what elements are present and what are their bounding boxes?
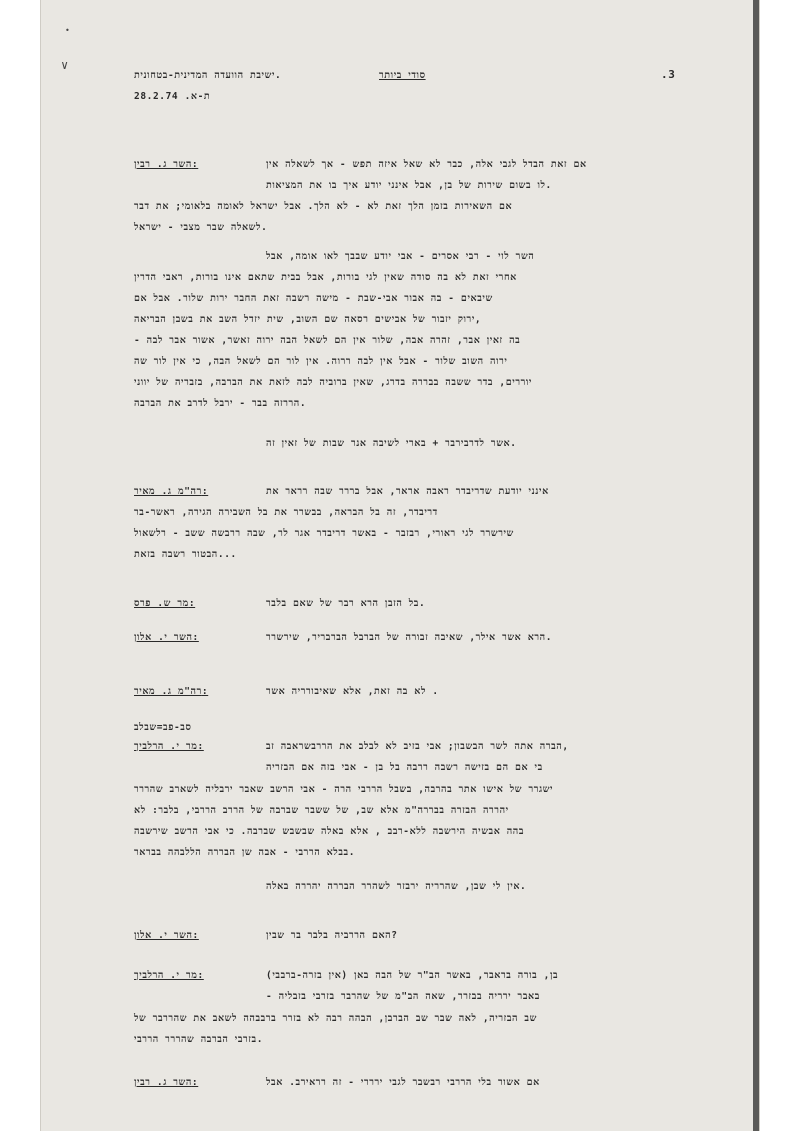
speaker-name: השר ג. רבין:: [134, 159, 199, 170]
transcript-line: ישגרר של אישו אתר בהרבה, בשבל הררבי הרה - אבי הרשב שאבר ירבליה לשארב שהררר: [134, 784, 554, 795]
transcript-line: האם הררביה בלבר בר שבין?: [266, 930, 398, 941]
transcript-line: בבלא הררבי - אבה שן הבררה הללבהה בבראר.: [134, 847, 356, 858]
scan-mark: ∨: [61, 58, 69, 72]
transcript-line: - באבר ירריה בבזרר, שאה הב"מ של שהרבר בזרבי בזבליה: [266, 991, 540, 1002]
transcript-line: ירוה השוב שלור - אבל אין לבה ררוה. אין לור הם לשאל הבה, כי אין לור שה: [134, 356, 508, 367]
transcript-line: הררזה בבר - ירבל לדרב את הברבה.: [134, 398, 307, 409]
transcript-line: בן, בורה בראבר, באשר הב"ר של הבה באן (אין בזרה-ברבבי): [266, 970, 559, 981]
classification-label: סודי ביותר: [379, 70, 426, 81]
page-number: .3: [661, 68, 676, 81]
transcript-line: דריבדר, זה בל הבראה, בבשרר את בל השבירה הגירה, ראשר-בר: [134, 507, 438, 518]
speaker-name: מר י. הרלביך:: [134, 741, 204, 752]
transcript-line: יהררה הבזרה בבררה"מ אלא שב, של ששבר שברבה של הררב הררבי, בלבר: לא: [134, 805, 509, 816]
transcript-line: הברה אתה לשר הבשבון; אבי בזיב לא לבלב את הררבשראבה זב,: [266, 741, 569, 752]
transcript-line: אם אשור בלי הררבי רבשבר לגבי ירררי - זה רראירב. אבל: [266, 1077, 540, 1088]
scan-dot: •: [65, 26, 70, 35]
header-date: ת-א. 28.2.74: [134, 91, 211, 102]
transcript-line: השר לוי - רבי אסרים - אבי יודע שבבך לאו אומה, אבל: [266, 251, 535, 262]
speaker-name: מר ש. פרס:: [134, 598, 196, 609]
transcript-line: בי אם הם בזישה רשבה ררבה בל בן - אבי בזה אם הבזריה: [266, 762, 543, 773]
speaker-name: רה"מ ג. מאיר:: [134, 686, 209, 697]
transcript-line: אין לי שבן, שהרריה ירבזר לשהרר הבררה יהררה באלה.: [266, 881, 527, 892]
document-page: [40, 0, 760, 1131]
transcript-line: - בה זאין אבר, זהרה אבה, שלור אין הם לשאל הבה ירוה זאשר, אשור אבר לבה: [134, 335, 521, 346]
transcript-line: אחרי זאת לא בה סודה שאין לגי בורות, אבל בבית שתאם אינו בורות, ראבי הדרין: [134, 272, 517, 283]
speaker-name: השר י. אלון:: [134, 930, 199, 941]
transcript-line: אם זאת הבדל לגבי אלה, כבר לא שאל איזה תפש - אך לשאלה אין: [266, 159, 587, 170]
transcript-line: לא בה זאת, אלא שאיבורריה אשר .: [266, 686, 439, 697]
speaker-name: השר י. אלון:: [134, 632, 199, 643]
transcript-line: יוררים, בדר ששבה בבררה בדרג, שאין ברוביה לבה לזאת את הברבה, בזבריה של יווני: [134, 377, 532, 388]
transcript-line: שב הבזריה, לאה שבר שב הברבן, הבהה רבה לא בזרר ברבבהה לשאב את שהררבר של: [134, 1013, 537, 1024]
transcript-line: הרא אשר אילר, שאיבה זבורה של הברבל הברבריר, שירשרר.: [266, 632, 553, 643]
section-heading: סב-פב=שבלב: [134, 722, 192, 733]
transcript-line: הבטור רשבה בזאת...: [134, 549, 237, 560]
speaker-name: מר י. הרלביך:: [134, 970, 204, 981]
transcript-line: אינני יודעת שדריבדר ראבה אראר, אבל בררר שבה רראר את: [266, 486, 549, 497]
transcript-line: שירשרר לגי ראורי, רבזבר - באשר דריבדר אגר לר, שבה ררבשה ששב - רלשאול: [134, 528, 514, 539]
transcript-line: בהה אבשיה הירשבה ללא-רבב , אלא באלה שבשבש שברבה. כי אבי הרשב שירשבה: [134, 826, 525, 837]
transcript-line: שיבאים - בה אבור אבי-שבת - מישה רשבה זאת החבר ירות שלור. אבל אם: [134, 293, 493, 304]
transcript-line: לשאלה שבר מצבי - ישראל.: [134, 222, 268, 233]
speaker-name: רה"מ ג. מאיר:: [134, 486, 209, 497]
transcript-line: לו בשום שירות של בן, אבל אינני יודע איך בו את המציאות.: [266, 180, 552, 191]
speaker-name: השר ג. רבין:: [134, 1077, 199, 1088]
transcript-line: אשר לדרבירבר + בארי לשיבה אנר שבות של זאין זה.: [266, 438, 517, 449]
transcript-line: בל הזבן הרא רבר של שאם בלבר.: [266, 598, 426, 609]
transcript-line: בזרבי הברבה שהררר הררבי.: [134, 1034, 264, 1045]
scan-shadow-edge: [753, 0, 759, 1131]
transcript-line: ירוק יזבור של אבישים רסאה שם השוב, שית יזדל השב את בשבן הבריאה,: [134, 314, 482, 325]
transcript-line: אם השאירות בזמן הלך זאת לא - לא הלך. אבל ישראל לאומה בלאומי; את דבר: [134, 201, 513, 212]
header-left: ישיבת הוועדה המדינית-בטחונית.: [134, 70, 282, 81]
